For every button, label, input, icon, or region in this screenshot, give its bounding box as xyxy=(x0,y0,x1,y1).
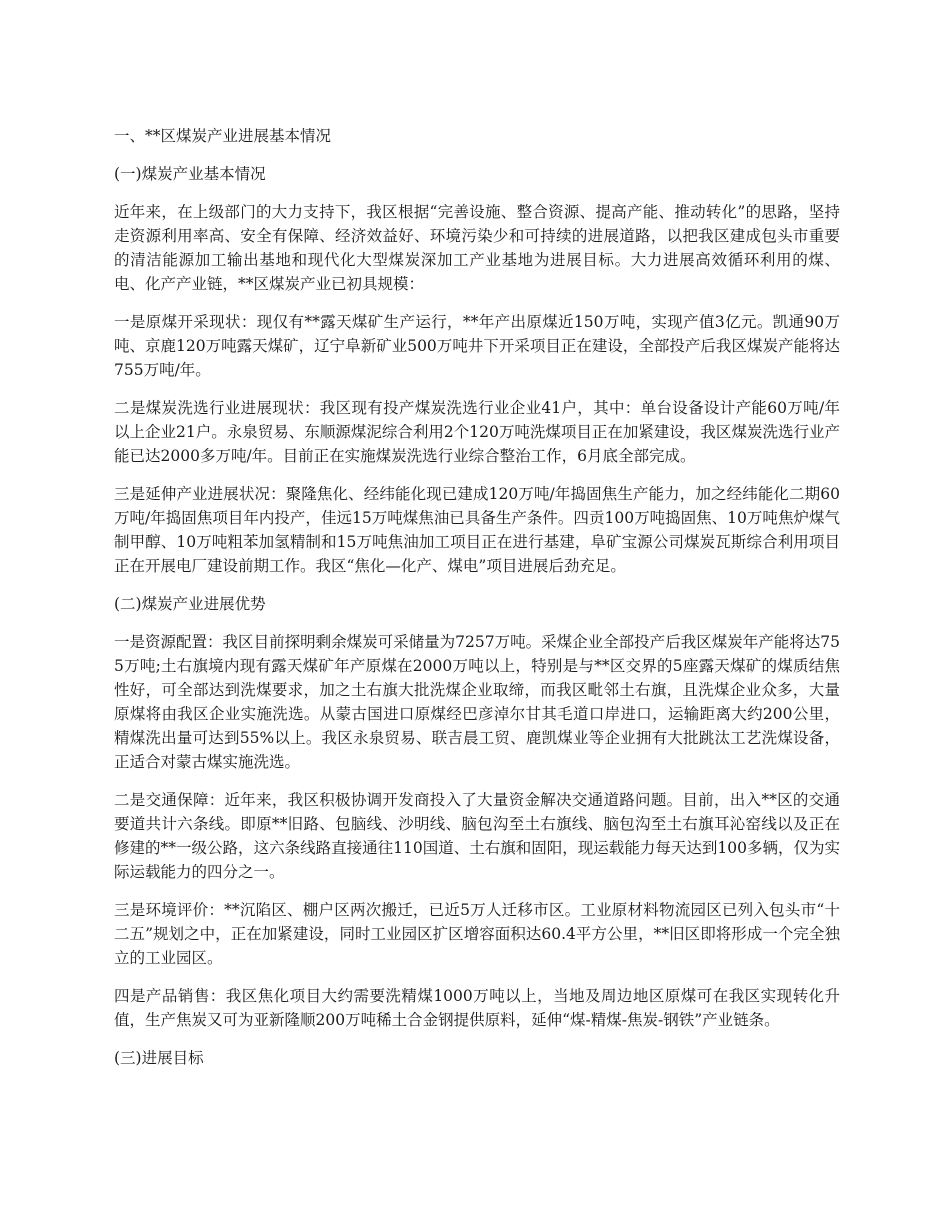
section-heading: 一、**区煤炭产业进展基本情况 xyxy=(114,127,332,145)
paragraph-sales: 四是产品销售：我区焦化项目大约需要洗精煤1000万吨以上，当地及周边地区原煤可在我区实现转化升值，生产焦炭又可为亚新隆顺200万吨稀土合金钢提供原料，延伸“煤-精煤-焦炭-钢铁”产业链条。 xyxy=(114,987,840,1029)
paragraph-environment: 三是环境评价：**沉陷区、棚户区两次搬迁，已近5万人迁移市区。工业原材料物流园区已列入包头市“十二五”规划之中，正在加紧建设，同时工业园区扩区增容面积达60.4平方公里，**旧区即将形成一个完全独立的工业园区。 xyxy=(114,901,840,967)
subsection-heading-goals: (三)进展目标 xyxy=(114,1049,204,1067)
subsection-heading-basic-situation: (一)煤炭产业基本情况 xyxy=(114,165,266,183)
paragraph-coal-mining: 一是原煤开采现状：现仅有**露天煤矿生产运行，**年产出原煤近150万吨，实现产值3亿元。凯通90万吨、京鹿120万吨露天煤矿，辽宁阜新矿业500万吨井下开采项目正在建设，全部投产后我区煤炭产能将达755万吨/年。 xyxy=(114,313,840,379)
paragraph-extended-industry: 三是延伸产业进展状况：聚隆焦化、经纬能化现已建成120万吨/年捣固焦生产能力，加之经纬能化二期60万吨/年捣固焦项目年内投产，佳远15万吨煤焦油已具备生产条件。四贡100万吨捣固焦、10万吨焦炉煤气制甲醇、10万吨粗苯加氢精制和15万吨焦油加工项目正在进行基建，阜矿宝源公司煤炭瓦斯综合利用项目正在开展电厂建设前期工作。我区“焦化—化产、煤电”项目进展后劲充足。 xyxy=(114,485,840,575)
paragraph-resources: 一是资源配置：我区目前探明剩余煤炭可采储量为7257万吨。采煤企业全部投产后我区煤炭年产能将达755万吨;土右旗境内现有露天煤矿年产原煤在2000万吨以上，特别是与**区交界的5座露天煤矿的煤质结焦性好，可全部达到洗煤要求，加之土右旗大批洗煤企业取缔，而我区毗邻土右旗，且洗煤企业众多，大量原煤将由我区企业实施洗选。从蒙古国进口原煤经巴彦淖尔甘其毛道口岸进口，运输距离大约200公里，精煤洗出量可达到55%以上。我区永泉贸易、联吉晨工贸、鹿凯煤业等企业拥有大批跳汰工艺洗煤设备，正适合对蒙古煤实施洗选。 xyxy=(114,633,840,771)
document-body xyxy=(114,124,840,1084)
paragraph-coal-washing: 二是煤炭洗选行业进展现状：我区现有投产煤炭洗选行业企业41户，其中：单台设备设计产能60万吨/年以上企业21户。永泉贸易、东顺源煤泥综合利用2个120万吨洗煤项目正在加紧建设，我区煤炭洗选行业产能已达2000多万吨/年。目前正在实施煤炭洗选行业综合整治工作，6月底全部完成。 xyxy=(114,399,840,465)
paragraph-transport: 二是交通保障：近年来，我区积极协调开发商投入了大量资金解决交通道路问题。目前，出入**区的交通要道共计六条线。即原**旧路、包脑线、沙明线、脑包沟至土右旗线、脑包沟至土右旗耳沁窑线以及正在修建的**一级公路，这六条线路直接通往110国道、土右旗和固阳，现运载能力每天达到100多辆，仅为实际运载能力的四分之一。 xyxy=(114,791,840,881)
paragraph-overview: 近年来，在上级部门的大力支持下，我区根据“完善设施、整合资源、提高产能、推动转化”的思路，坚持走资源利用率高、安全有保障、经济效益好、环境污染少和可持续的进展道路，以把我区建成包头市重要的清洁能源加工输出基地和现代化大型煤炭深加工产业基地为进展目标。大力进展高效循环利用的煤、电、化产产业链，**区煤炭产业已初具规模： xyxy=(114,203,840,293)
subsection-heading-advantages: (二)煤炭产业进展优势 xyxy=(114,595,266,613)
